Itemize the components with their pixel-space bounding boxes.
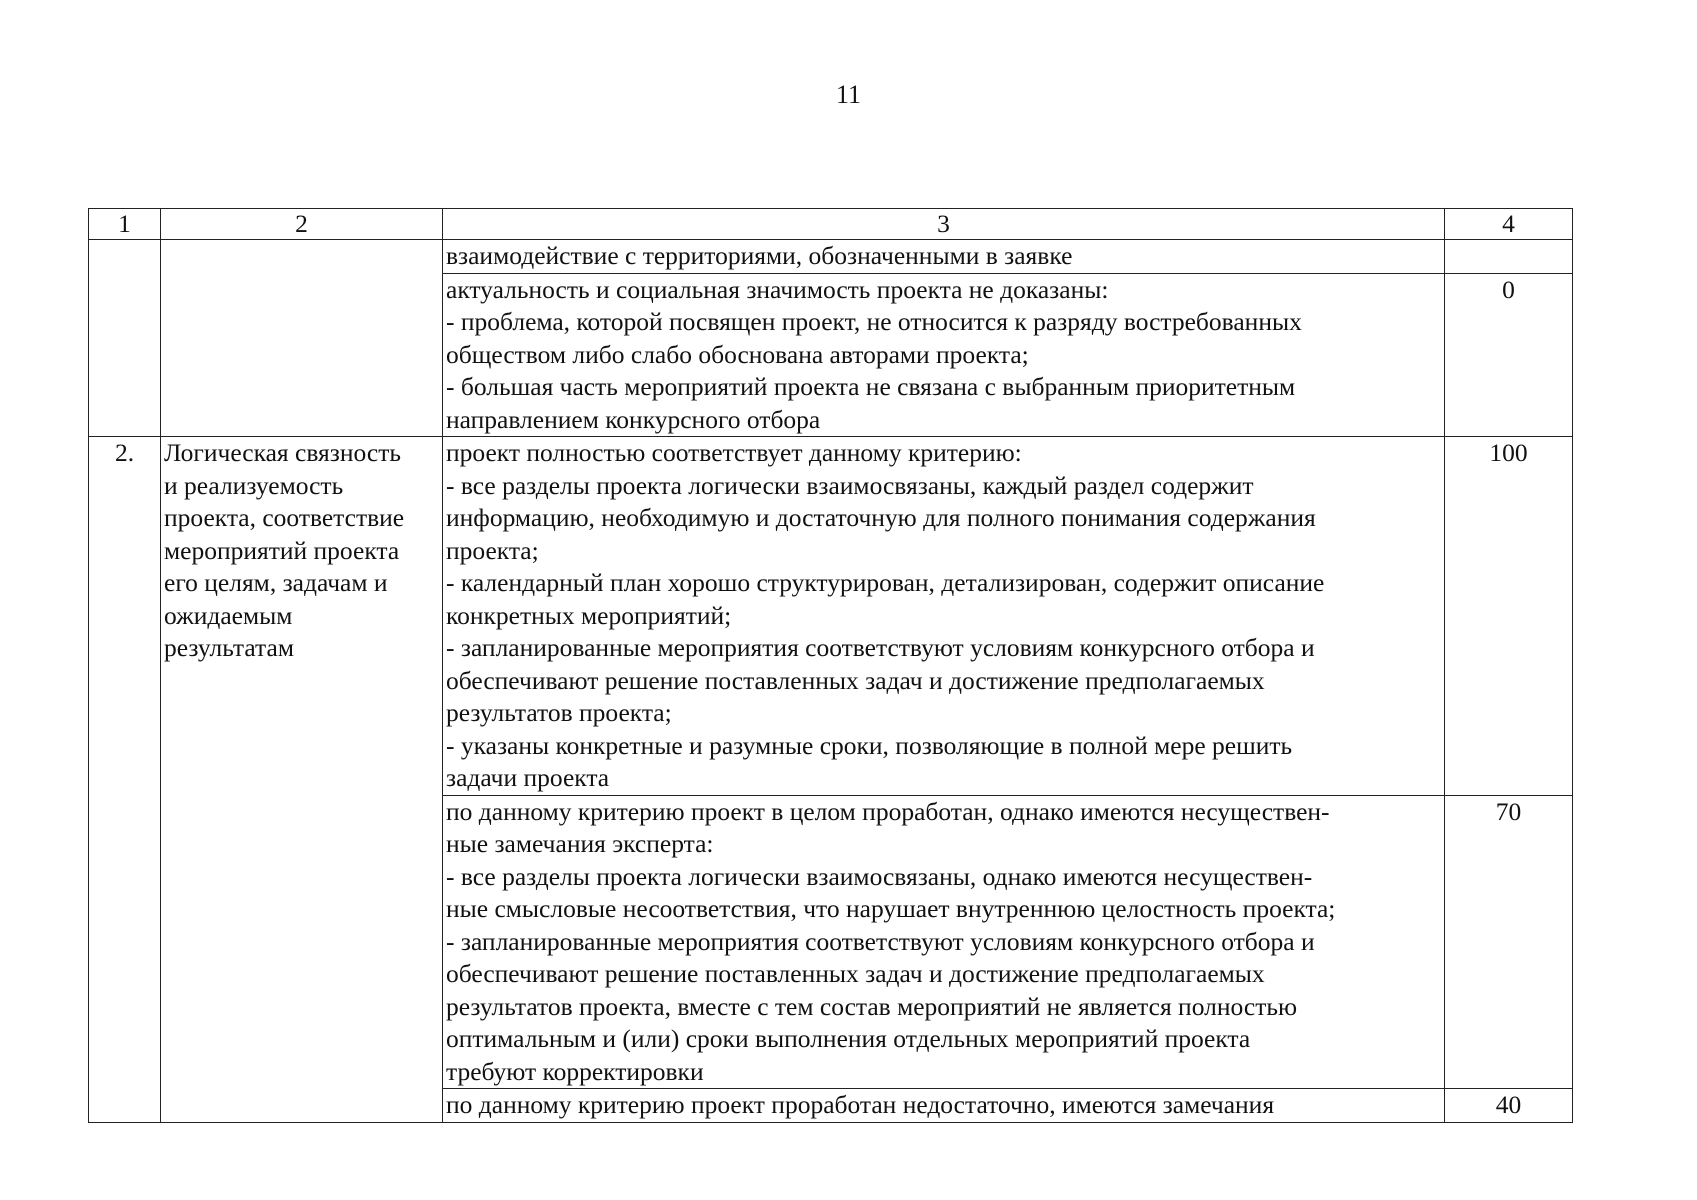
description-line: по данному критерию проект проработан недостаточно, имеются замечания — [446, 1090, 1275, 1119]
criterion-cell — [161, 437, 443, 1123]
criterion-line: и реализуемость — [164, 470, 344, 500]
description-line: оптимальным и (или) сроки выполнения отдельных мероприятий проекта — [446, 1024, 1251, 1053]
criterion-line: ожидаемым — [164, 600, 293, 630]
description-line: - все разделы проекта логически взаимосвязаны, каждый раздел содержит — [446, 470, 1254, 500]
criterion-line: проекта, соответствие — [164, 503, 405, 532]
description-cell — [443, 1089, 1445, 1123]
description-line: - указаны конкретные и разумные сроки, позволяющие в полной мере решить — [446, 730, 1293, 760]
criterion-line: его целям, задачам и — [164, 568, 388, 597]
description-line: задачи проекта — [446, 763, 610, 792]
criterion-line: результатам — [164, 633, 294, 662]
description-line: обществом либо слабо обоснована авторами проекта; — [446, 339, 1029, 369]
criterion-line: Логическая связность — [164, 438, 401, 467]
table-row — [89, 437, 1573, 796]
description-line: - запланированные мероприятия соответствуют условиям конкурсного отбора и — [446, 633, 1315, 662]
description-line: конкретных мероприятий; — [446, 600, 732, 630]
description-line: взаимодействие с территориями, обозначенными в заявке — [446, 241, 1073, 270]
description-cell — [443, 795, 1445, 1089]
header-col-3: 3 — [443, 209, 1445, 240]
row-number-cell: 2. — [89, 437, 161, 1123]
header-col-4: 4 — [1445, 209, 1573, 240]
description-line: ные замечания эксперта: — [446, 829, 714, 858]
description-cell — [443, 273, 1445, 437]
description-line: обеспечивают решение поставленных задач и достижение предполагаемых — [446, 959, 1265, 988]
header-col-1: 1 — [89, 209, 161, 240]
description-cell — [443, 437, 1445, 796]
row-number-cell — [89, 240, 161, 437]
header-col-2: 2 — [161, 209, 443, 240]
description-line: - календарный план хорошо структурирован, детализирован, содержит описание — [446, 568, 1325, 597]
criterion-line: мероприятий проекта — [164, 535, 400, 565]
description-line: проект полностью соответствует данному критерию: — [446, 438, 1022, 467]
description-line: - проблема, которой посвящен проект, не относится к разряду востребованных — [446, 307, 1302, 336]
table-row — [89, 240, 1573, 274]
description-line: актуальность и социальная значимость проекта не доказаны: — [446, 274, 1109, 304]
description-line: информацию, необходимую и достаточную для полного понимания содержания — [446, 503, 1316, 532]
description-line: направлением конкурсного отбора — [446, 404, 821, 434]
score-cell: 70 — [1445, 795, 1573, 1089]
description-line: проекта; — [446, 535, 539, 565]
score-cell — [1445, 240, 1573, 274]
description-line: - большая часть мероприятий проекта не связана с выбранным приоритетным — [446, 372, 1296, 401]
criterion-cell — [161, 240, 443, 437]
page-number: 11 — [835, 80, 862, 109]
description-line: - все разделы проекта логически взаимосвязаны, однако имеются несуществен- — [446, 861, 1313, 891]
description-line: ные смысловые несоответствия, что нарушает внутреннюю целостность проекта; — [446, 894, 1336, 923]
description-cell — [443, 240, 1445, 274]
score-cell: 0 — [1445, 273, 1573, 437]
table-header-row — [89, 209, 1573, 240]
description-line: результатов проекта, вместе с тем состав мероприятий не является полностью — [446, 991, 1298, 1021]
criteria-table — [88, 208, 1573, 1123]
description-line: результатов проекта; — [446, 698, 672, 727]
description-line: - запланированные мероприятия соответствуют условиям конкурсного отбора и — [446, 926, 1315, 956]
description-line: обеспечивают решение поставленных задач и достижение предполагаемых — [446, 665, 1265, 695]
description-line: по данному критерию проект в целом проработан, однако имеются несуществен- — [446, 796, 1330, 826]
description-line: требуют корректировки — [446, 1056, 704, 1086]
score-cell: 40 — [1445, 1089, 1573, 1123]
score-cell: 100 — [1445, 437, 1573, 796]
